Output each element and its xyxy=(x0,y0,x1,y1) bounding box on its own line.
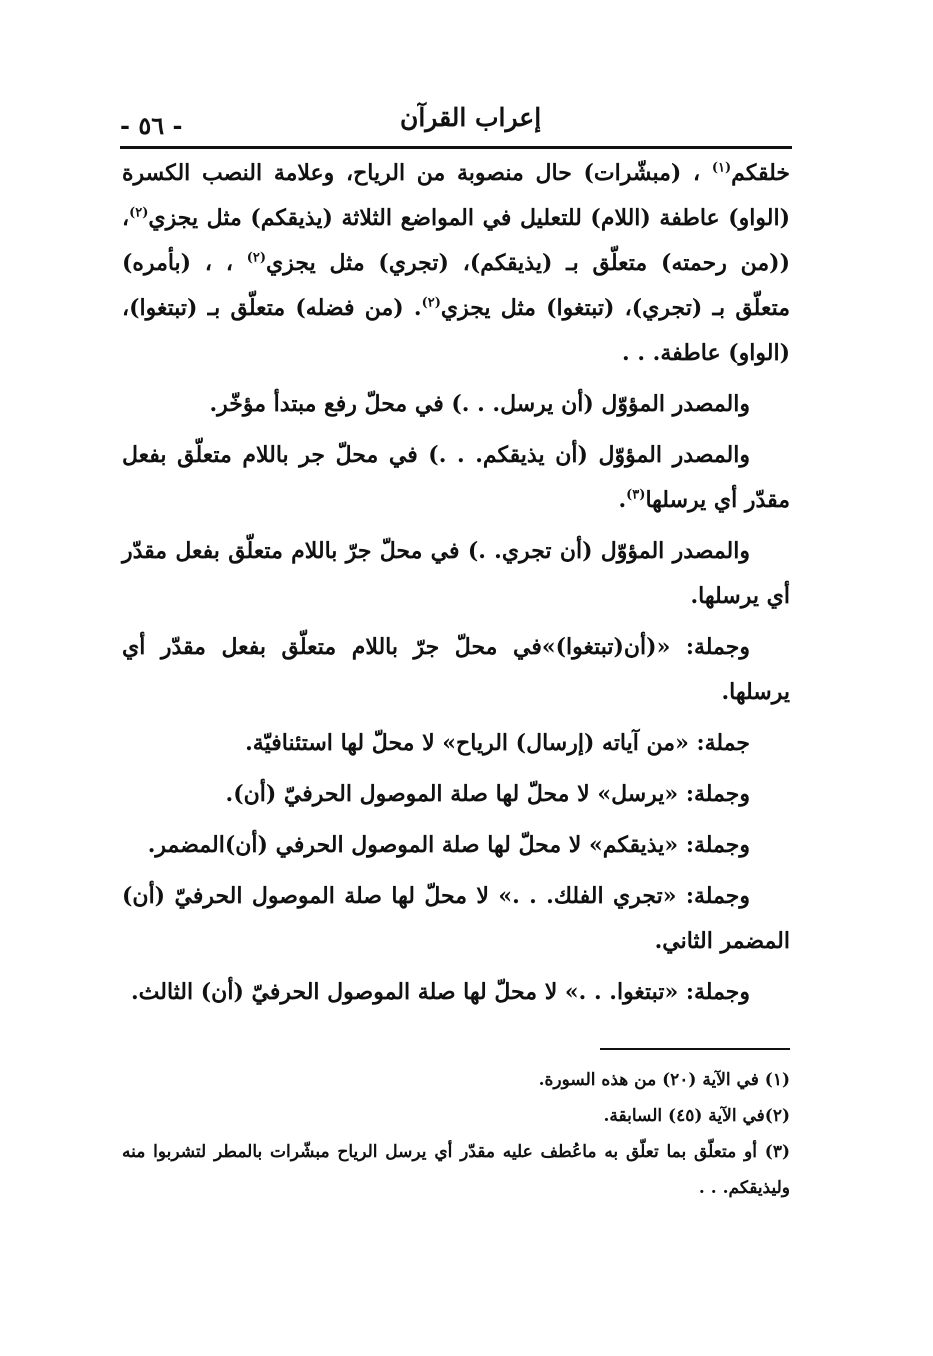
paragraph-5: وجملة: «(أن(تبتغوا)»في محلّ جرّ باللام متعلّق بفعل مقدّر أي يرسلها. xyxy=(122,634,790,705)
footnote-separator xyxy=(600,1048,790,1050)
paragraph-6: جملة: «من آياته (إرسال) الرياح» لا محلّ لها استئنافيّة. xyxy=(245,730,750,756)
paragraph-8: وجملة: «يذيقكم» لا محلّ لها صلة الموصول الحرفي (أن)المضمر. xyxy=(147,832,750,858)
footnote-3: (٣) أو متعلّق بما تعلّق به ماعُطف عليه مقدّر أي يرسل الرياح مبشّرات بالمطر لتشربوا منه وليذيقكم. . . xyxy=(122,1142,790,1198)
footnote-ref-1: (١) xyxy=(711,160,732,176)
paragraph-10: وجملة: «تبتغوا. . .» لا محلّ لها صلة الموصول الحرفيّ (أن) الثالث. xyxy=(130,979,750,1005)
paragraph-1 xyxy=(122,151,790,376)
paragraph-3-text-b: . xyxy=(618,487,627,513)
paragraph-1-text-c: ،((من رحمته) متعلّق بـ (يذيقكم)، (تجري) مثل يجزي xyxy=(122,205,790,276)
footnote-ref-3: (٣) xyxy=(626,487,646,503)
paragraph-1-text-e: . (من فضله) متعلّق بـ (تبتغوا)، (الواو) عاطفة. . . xyxy=(122,295,790,366)
footnotes xyxy=(122,1062,790,1206)
page-header xyxy=(120,95,792,145)
paragraph-2: والمصدر المؤوّل (أن يرسل. . .) في محلّ رفع مبتدأ مؤخّر. xyxy=(209,391,750,417)
paragraph-7: وجملة: «يرسل» لا محلّ لها صلة الموصول الحرفيّ (أن). xyxy=(225,781,750,807)
paragraph-1-text-a: خلقكم xyxy=(731,160,790,186)
page-number: - ٥٦ - xyxy=(120,111,183,140)
footnote-ref-2c: (٢) xyxy=(421,295,441,311)
paragraph-1-text-b: ، (مبشّرات) حال منصوبة من الرياح، وعلامة النصب الكسرة (الواو) عاطفة (اللام) للتعليل في المواضع الثلاثة (يذيقكم) مثل يجزي xyxy=(122,160,790,231)
paragraph-4: والمصدر المؤوّل (أن تجري. .) في محلّ جرّ باللام متعلّق بفعل مقدّر أي يرسلها. xyxy=(122,538,790,609)
footnote-ref-2b: (٢) xyxy=(246,250,267,266)
header-rule xyxy=(120,146,792,149)
paragraph-3-text-a: والمصدر المؤوّل (أن يذيقكم. . .) في محلّ جر باللام متعلّق بفعل مقدّر أي يرسلها xyxy=(122,442,790,513)
running-title: إعراب القرآن xyxy=(400,103,542,132)
footnote-1: (١) في الآية (٢٠) من هذه السورة. xyxy=(538,1070,790,1090)
paragraph-9: وجملة: «تجري الفلك. . .» لا محلّ لها صلة الموصول الحرفيّ (أن) المضمر الثاني. xyxy=(122,883,790,954)
paragraph-3 xyxy=(122,433,790,523)
main-text xyxy=(122,151,790,1021)
paragraph-1-text-d: ، ، (بأمره) متعلّق بـ (تجري)، (تبتغوا) مثل يجزي xyxy=(122,250,790,321)
footnote-ref-2: (٢) xyxy=(129,205,149,221)
footnote-2: (٢)في الآية (٤٥) السابقة. xyxy=(603,1106,790,1126)
